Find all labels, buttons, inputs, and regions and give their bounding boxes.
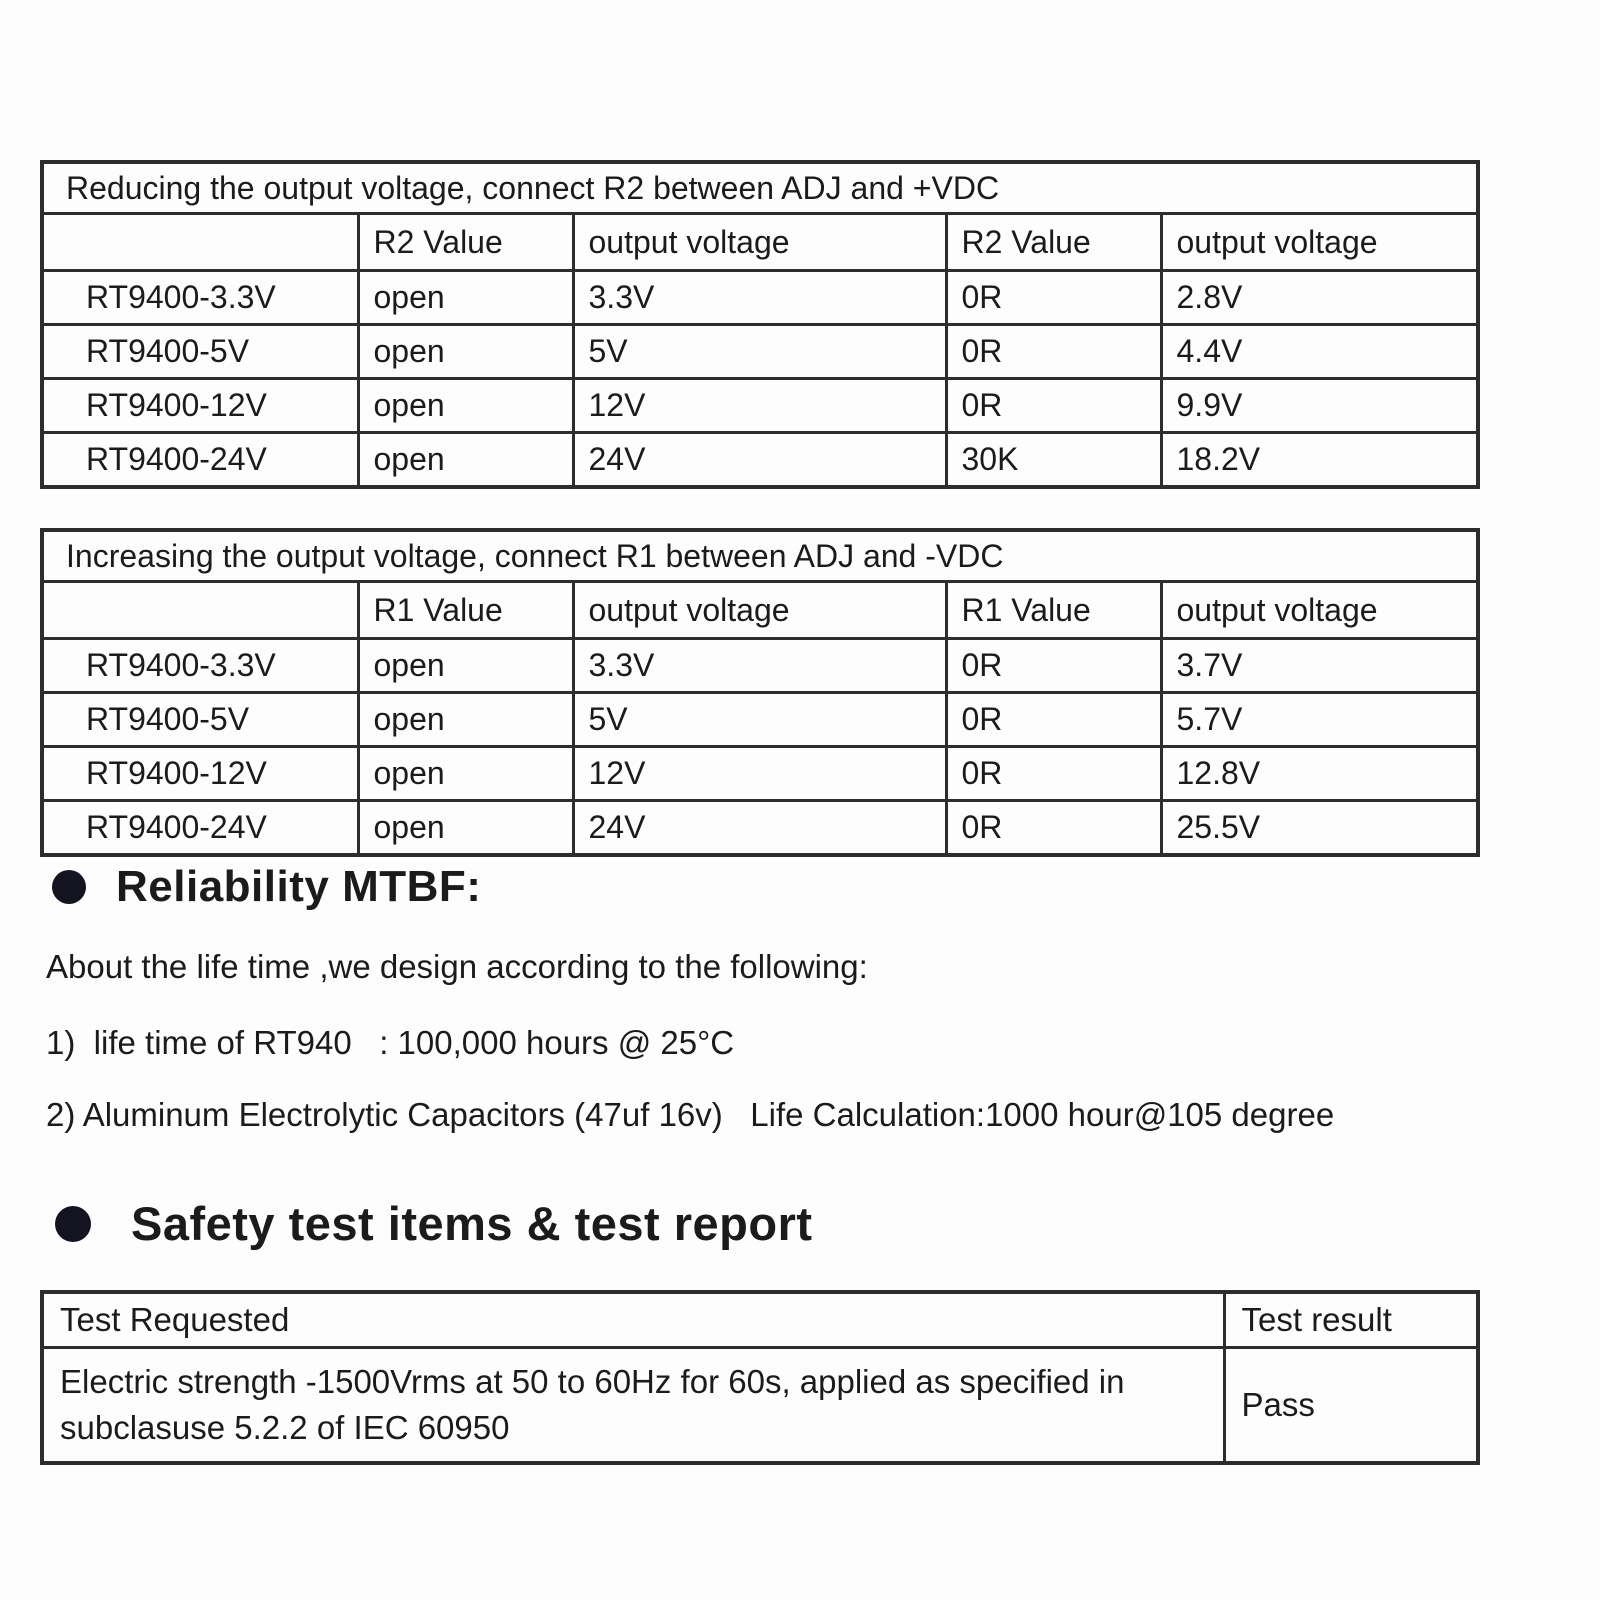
reliability-intro-text: About the life time ,we design according to the following:	[46, 948, 868, 985]
table-cell: open	[358, 325, 573, 379]
column-header: Test Requested	[42, 1292, 1224, 1348]
table-cell: 12V	[573, 747, 946, 801]
column-header	[42, 214, 358, 271]
table-cell: 3.7V	[1161, 639, 1478, 693]
table-title-row	[42, 530, 1478, 582]
table-header-row	[42, 1292, 1478, 1348]
table-cell: 24V	[573, 801, 946, 856]
table-cell: 12V	[573, 379, 946, 433]
table-row	[42, 433, 1478, 488]
table-cell: 25.5V	[1161, 801, 1478, 856]
column-header	[42, 582, 358, 639]
table-cell: 0R	[946, 693, 1161, 747]
test-result-cell: Pass	[1224, 1348, 1478, 1464]
table-cell: 18.2V	[1161, 433, 1478, 488]
column-header: R1 Value	[946, 582, 1161, 639]
table-cell: RT9400-5V	[42, 693, 358, 747]
table-cell: RT9400-12V	[42, 747, 358, 801]
heading-text: Safety test items & test report	[131, 1197, 813, 1250]
table-row	[42, 747, 1478, 801]
table-row	[42, 271, 1478, 325]
table-cell: open	[358, 801, 573, 856]
table-cell: 3.3V	[573, 271, 946, 325]
reliability-mtbf-heading	[52, 862, 481, 912]
table-cell: open	[358, 433, 573, 488]
safety-test-table	[40, 1290, 1480, 1465]
increase-voltage-table	[40, 528, 1480, 857]
table-title-row	[42, 162, 1478, 214]
table-title: Increasing the output voltage, connect R1 between ADJ and -VDC	[42, 530, 1478, 582]
table-cell: RT9400-24V	[42, 801, 358, 856]
column-header: output voltage	[1161, 582, 1478, 639]
column-header: R1 Value	[358, 582, 573, 639]
reliability-list-item: 2) Aluminum Electrolytic Capacitors (47uf 16v) Life Calculation:1000 hour@105 degree	[46, 1096, 1335, 1133]
table-cell: open	[358, 693, 573, 747]
table-cell: 12.8V	[1161, 747, 1478, 801]
table-cell: 0R	[946, 325, 1161, 379]
table-cell: open	[358, 379, 573, 433]
table-row	[42, 379, 1478, 433]
column-header: R2 Value	[358, 214, 573, 271]
table-cell: 9.9V	[1161, 379, 1478, 433]
column-header: Test result	[1224, 1292, 1478, 1348]
table-cell: 30K	[946, 433, 1161, 488]
table-row	[42, 801, 1478, 856]
table-row	[42, 1348, 1478, 1464]
reduce-voltage-table	[40, 160, 1480, 489]
table-title: Reducing the output voltage, connect R2 between ADJ and +VDC	[42, 162, 1478, 214]
table-row	[42, 693, 1478, 747]
table-cell: open	[358, 747, 573, 801]
table-row	[42, 325, 1478, 379]
table-cell: RT9400-3.3V	[42, 639, 358, 693]
column-header: output voltage	[573, 582, 946, 639]
heading-text: Reliability MTBF:	[116, 862, 482, 911]
table-cell: 0R	[946, 379, 1161, 433]
table-cell: RT9400-5V	[42, 325, 358, 379]
table-cell: 5.7V	[1161, 693, 1478, 747]
test-requested-cell: Electric strength -1500Vrms at 50 to 60Hz for 60s, applied as specified in subclasuse 5.2.2 of IEC 60950	[42, 1348, 1224, 1464]
table-cell: open	[358, 271, 573, 325]
bullet-icon	[55, 1206, 91, 1242]
table-cell: 0R	[946, 801, 1161, 856]
column-header: R2 Value	[946, 214, 1161, 271]
table-cell: 5V	[573, 693, 946, 747]
table-cell: 2.8V	[1161, 271, 1478, 325]
table-cell: open	[358, 639, 573, 693]
table-row	[42, 639, 1478, 693]
table-cell: 24V	[573, 433, 946, 488]
table-cell: 5V	[573, 325, 946, 379]
safety-test-heading	[55, 1196, 813, 1251]
table-cell: RT9400-12V	[42, 379, 358, 433]
column-header: output voltage	[573, 214, 946, 271]
table-cell: 4.4V	[1161, 325, 1478, 379]
table-cell: 0R	[946, 639, 1161, 693]
table-cell: 0R	[946, 271, 1161, 325]
bullet-icon	[52, 870, 86, 904]
table-cell: 0R	[946, 747, 1161, 801]
table-header-row	[42, 214, 1478, 271]
table-header-row	[42, 582, 1478, 639]
table-cell: RT9400-3.3V	[42, 271, 358, 325]
column-header: output voltage	[1161, 214, 1478, 271]
table-cell: 3.3V	[573, 639, 946, 693]
table-cell: RT9400-24V	[42, 433, 358, 488]
reliability-list-item: 1) life time of RT940 : 100,000 hours @ 25°C	[46, 1024, 735, 1061]
